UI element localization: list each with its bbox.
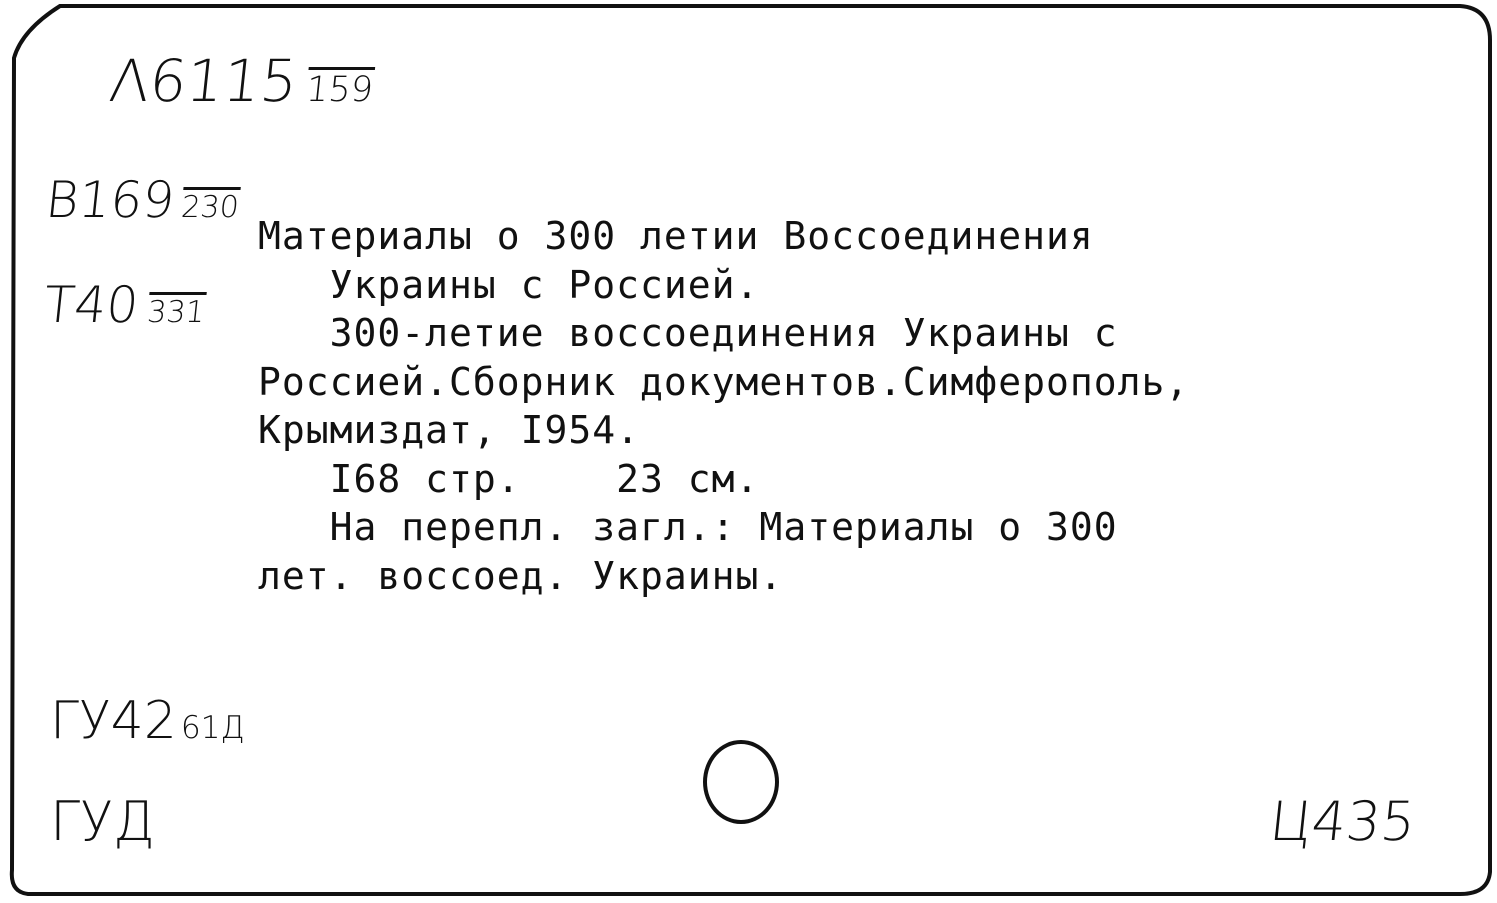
entry-line: Крымиздат, I954. [258, 408, 641, 452]
bottom-code-left-lower: ГУД [50, 790, 155, 853]
bottom-code-left-upper-sub: 61Д [180, 710, 245, 746]
entry-line: лет. воссоед. Украины. [258, 553, 784, 598]
shelfmark-top: Λ6115159 [106, 47, 375, 115]
shelfmark-third-sub: 331 [145, 295, 207, 330]
entry-line: 300-летие воссоединения Украины с [258, 311, 1118, 355]
bottom-code-left-upper: ГУ42 61Д [50, 691, 245, 751]
shelfmark-second: B169230 [42, 171, 241, 229]
entry-line: Материалы о 300 летии Воссоединения [258, 214, 1094, 258]
shelfmark-third: T40 331 [40, 276, 207, 334]
catalog-entry [258, 212, 1189, 600]
entry-line: Россией.Сборник документов.Симферополь, [258, 359, 1190, 404]
punch-hole-icon [703, 740, 779, 824]
entry-line: На перепл. загл.: Материалы о 300 [258, 505, 1118, 549]
shelfmark-top-sub: 159 [304, 70, 375, 110]
entry-line: Украины с Россией. [258, 262, 760, 307]
shelfmark-second-sub: 230 [179, 190, 241, 225]
entry-line: I68 стр. 23 см. [258, 456, 760, 501]
bottom-code-right: Ц435 [1266, 790, 1419, 853]
